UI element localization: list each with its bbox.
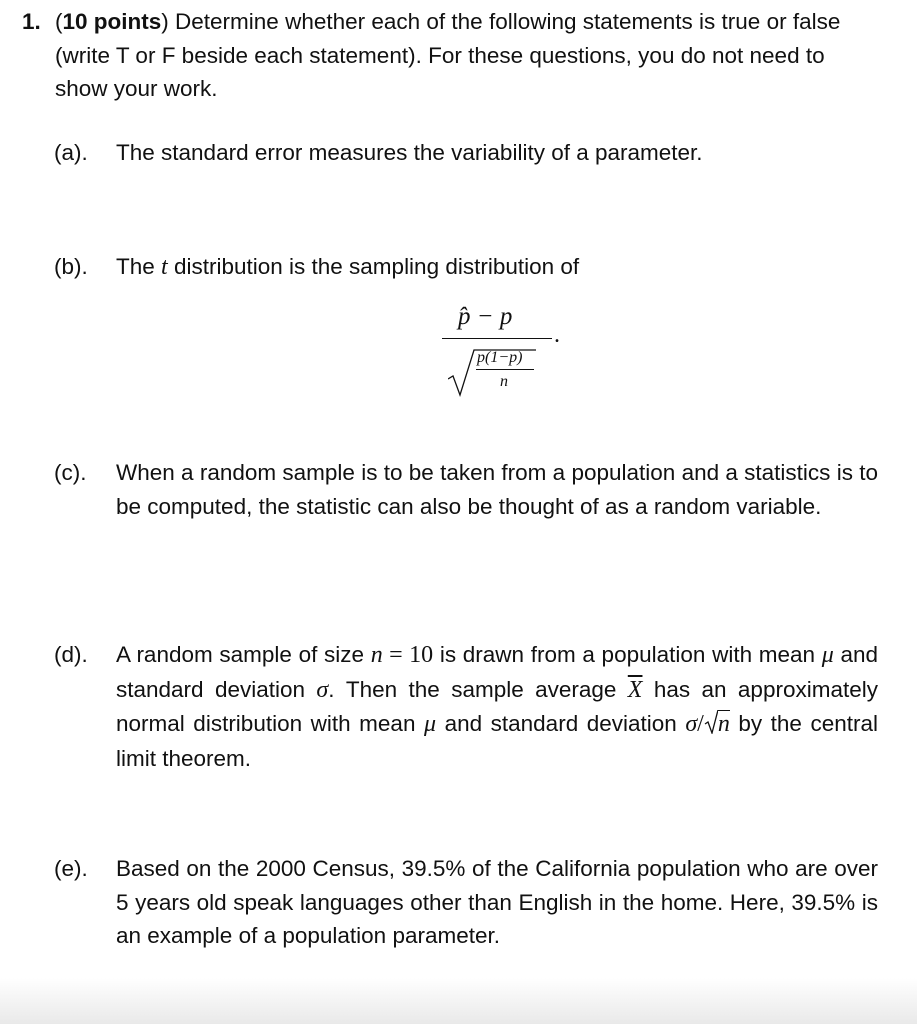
statement-e: [54, 852, 878, 953]
math-mu: μ: [424, 711, 437, 737]
statement-d: [54, 638, 878, 775]
statement-text: [116, 250, 878, 285]
text-segment: . Then the sample average: [328, 676, 628, 702]
page-bottom-shadow: [0, 978, 917, 1024]
math-equals-10: = 10: [382, 642, 434, 668]
text-segment: A random sample of size: [116, 642, 371, 667]
math-sigma: σ: [685, 711, 698, 737]
test-statistic-formula: [440, 303, 560, 403]
formula-numerator: p̂ − p: [458, 303, 513, 330]
inner-denominator: n: [500, 373, 508, 390]
inner-fraction-bar: [476, 369, 534, 370]
text-segment: The: [116, 254, 162, 279]
question-1: [22, 5, 882, 106]
text-segment: is drawn from a population with mean: [433, 642, 822, 667]
fraction-bar: [442, 338, 552, 339]
question-points: 10 points: [62, 9, 162, 34]
text-segment: has an approximately normal distribution with mean: [116, 676, 878, 736]
statement-text: The standard error measures the variability of a parameter.: [116, 140, 703, 165]
statement-text: [116, 638, 878, 775]
instructions-text: ) Determine whether each of the following statements is true or false (write T or F beside each statement). For these questions, you do not need to show your work.: [55, 9, 841, 101]
math-n: n: [717, 711, 730, 737]
math-t: t: [161, 254, 168, 280]
question-number: 1.: [22, 9, 41, 34]
statement-label: (d).: [54, 642, 88, 667]
math-mu: μ: [821, 642, 834, 668]
statement-label: (c).: [54, 460, 87, 485]
statement-label: (b).: [54, 254, 88, 279]
math-xbar: $\overline{X}$: [627, 676, 643, 703]
statement-c: [54, 456, 878, 523]
text-segment: and standard deviation: [436, 711, 686, 736]
math-n: n: [370, 642, 383, 668]
math-slash: /: [697, 711, 704, 737]
text-segment: distribution is the sampling distribution of: [167, 254, 580, 279]
question-instructions: [55, 5, 882, 106]
statement-text: Based on the 2000 Census, 39.5% of the California population who are over 5 years old speak languages other than English in the home. Here, 39.5% is an example of a population parameter.: [116, 856, 878, 948]
math-sqrt-n: [704, 707, 730, 742]
statement-label: (e).: [54, 856, 88, 881]
statement-label: (a).: [54, 140, 88, 165]
text-segment: and standard deviation: [116, 642, 878, 702]
formula-period: .: [554, 322, 560, 348]
text-segment: by the central limit theorem.: [116, 711, 878, 771]
statement-text: When a random sample is to be taken from a population and a statistics is to be computed, the statistic can also be thought of as a random variable.: [116, 460, 878, 519]
points-open: (: [55, 9, 63, 34]
math-sigma: σ: [316, 676, 329, 703]
radical-sign-icon: [704, 710, 718, 734]
statement-a: [54, 136, 878, 170]
statement-b: [54, 250, 878, 285]
inner-numerator: p(1−p): [477, 349, 523, 366]
